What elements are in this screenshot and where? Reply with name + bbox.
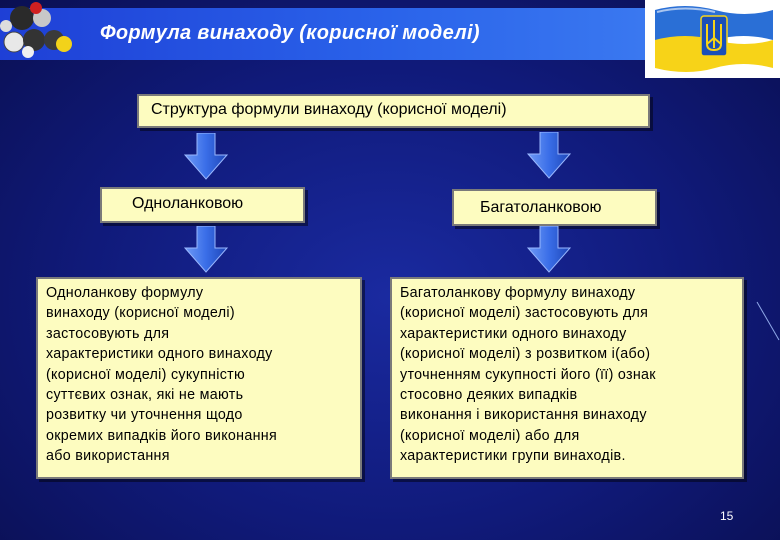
description-line: розвитку чи уточнення щодо bbox=[46, 407, 243, 424]
ukraine-flag-coat-of-arms-icon bbox=[645, 0, 780, 78]
description-line: характеристики одного винаходу bbox=[400, 325, 627, 342]
multi-link-box: Багатоланковою bbox=[452, 189, 657, 226]
single-link-box: Одноланковою bbox=[100, 187, 305, 223]
flag-panel bbox=[645, 0, 780, 78]
description-line: застосовують для bbox=[46, 325, 170, 342]
description-line: (корисної моделі) або для bbox=[400, 427, 580, 444]
page-title: Формула винаходу (корисної моделі) bbox=[100, 22, 480, 44]
down-arrow-icon bbox=[526, 226, 572, 274]
multi-link-description bbox=[390, 277, 744, 479]
description-line: стосовно деяких випадків bbox=[400, 387, 578, 404]
description-line: (корисної моделі) з розвитком і(або) bbox=[400, 346, 651, 363]
description-line: суттєвих ознак, які не мають bbox=[46, 387, 244, 404]
single-link-description bbox=[36, 277, 362, 479]
page-number: 15 bbox=[720, 509, 734, 523]
description-line: (корисної моделі) застосовують для bbox=[400, 305, 649, 322]
description-line: винаходу (корисної моделі) bbox=[46, 305, 235, 322]
structure-title-box: Структура формули винаходу (корисної моделі) bbox=[137, 94, 650, 128]
down-arrow-icon bbox=[183, 133, 229, 181]
description-line: Багатоланкову формулу винаходу bbox=[400, 285, 636, 301]
decorative-line bbox=[755, 300, 780, 360]
molecule-icon bbox=[0, 0, 80, 60]
description-line: характеристики одного винаходу bbox=[46, 346, 273, 363]
description-line: Одноланкову формулу bbox=[46, 285, 204, 301]
description-line: виконання і використання винаходу bbox=[400, 407, 647, 424]
description-line: уточненням сукупності його (її) ознак bbox=[400, 366, 656, 383]
description-line: характеристики групи винаходів. bbox=[400, 448, 626, 465]
description-line: окремих випадків його виконання bbox=[46, 427, 278, 444]
description-line: (корисної моделі) сукупністю bbox=[46, 366, 246, 383]
down-arrow-icon bbox=[526, 132, 572, 180]
down-arrow-icon bbox=[183, 226, 229, 274]
description-line: або використання bbox=[46, 448, 170, 465]
